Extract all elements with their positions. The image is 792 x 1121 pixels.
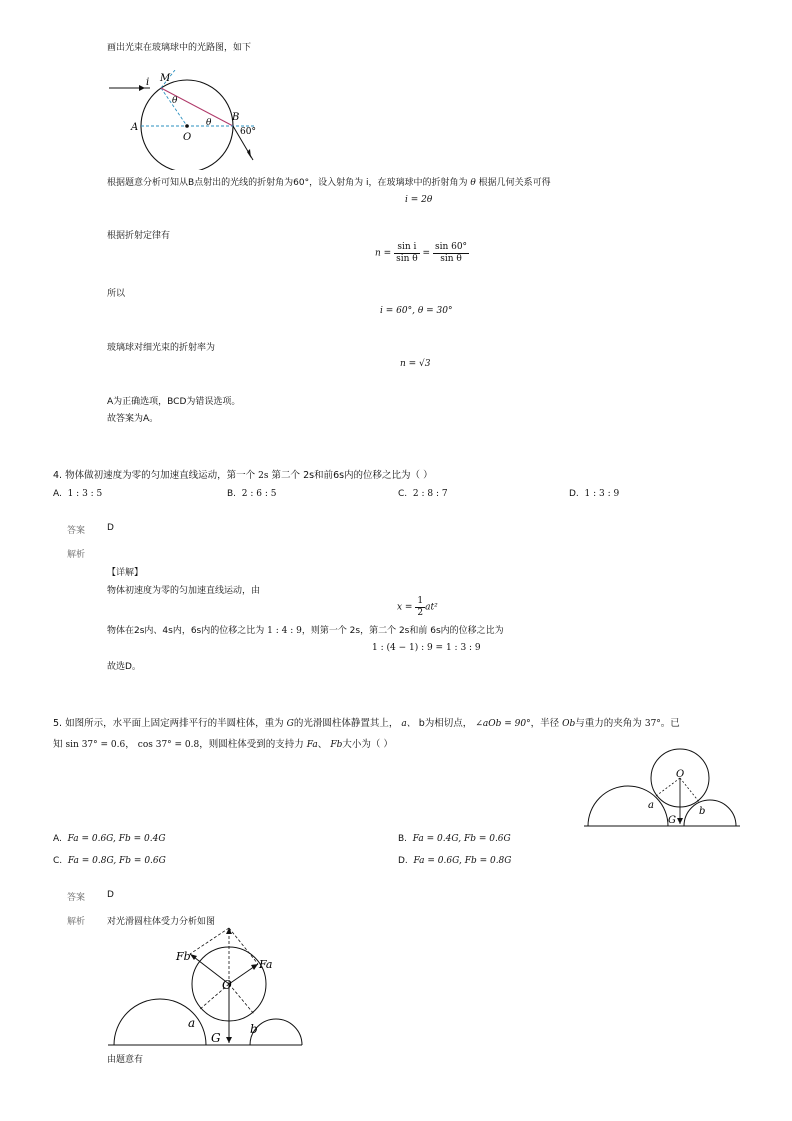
q4-option-d[interactable]: D. 1 : 3 : 9	[569, 489, 620, 499]
label-m: M	[160, 73, 171, 84]
q4-detail-heading: 【详解】	[107, 568, 144, 578]
small-label-g: G	[668, 815, 676, 826]
label-fa: Fa	[259, 958, 273, 971]
q5-option-b[interactable]: B. Fa = 0.4G, Fb = 0.6G	[398, 834, 511, 844]
q3-para-5: A为正确选项，BCD为错误选项。	[107, 397, 241, 407]
q4-analysis-2: 物体在2s内、4s内，6s内的位移之比为 1 : 4 : 9，则第一个 2s，第二个 2s和前 6s内的位移之比为	[107, 626, 504, 636]
label-60: 60°	[240, 127, 256, 137]
q4-analysis-label: 解析	[67, 550, 86, 560]
cylinder-diagram-small	[582, 748, 742, 830]
gravity-arrow-icon	[677, 818, 683, 824]
q5-option-d[interactable]: D. Fa = 0.6G, Fb = 0.8G	[398, 856, 512, 866]
q4-analysis-1: 物体初速度为零的匀加速直线运动，由	[107, 586, 261, 596]
q3-conclusion: 故答案为A。	[107, 414, 159, 424]
label-g: G	[211, 1031, 221, 1045]
q3-intro-text: 画出光束在玻璃球中的光路图，如下	[107, 43, 252, 53]
q3-para-1: 根据题意分析可知从B点射出的光线的折射角为60°，设入射角为 i，在玻璃球中的折射角为 θ 根据几何关系可得	[107, 178, 551, 188]
parallelogram-edge-2	[229, 928, 258, 964]
eq-i-theta-values: i = 60°, θ = 30°	[380, 306, 453, 316]
q5-stem-line-1: 5. 如图所示，水平面上固定两排平行的半圆柱体，重为 G的光滑圆柱体静置其上， a、 b为相切点， ∠aOb = 90°，半径 Ob与重力的夹角为 37°。已	[53, 718, 680, 729]
eq-n-value: n = √3	[400, 359, 431, 369]
eq-displacement: x = $\frac{1}{2}$ at²	[397, 596, 438, 618]
parallelogram-edge-1	[190, 928, 229, 954]
resultant-arrow-icon	[226, 928, 232, 934]
label-o: O	[222, 978, 232, 992]
q5-option-a[interactable]: A. Fa = 0.6G, Fb = 0.4G	[53, 834, 166, 844]
force-fa-arrow-icon	[251, 964, 258, 970]
q3-para-4: 玻璃球对细光束的折射率为	[107, 343, 216, 353]
refraction-diagram	[105, 70, 265, 170]
eq-i-2theta: i = 2θ	[405, 195, 433, 205]
center-point	[185, 124, 189, 128]
gravity-arrow-icon	[226, 1037, 232, 1043]
half-cylinder-left	[588, 786, 668, 826]
q4-answer-value: D	[107, 523, 114, 533]
q5-stem-line-2: 知 sin 37° = 0.6， cos 37° = 0.8，则圆柱体受到的支持力 Fa、 Fb大小为（ ）	[53, 739, 393, 750]
force-diagram	[108, 926, 304, 1050]
radius-ob	[229, 984, 254, 1014]
small-label-b: b	[699, 806, 706, 817]
q5-analysis-label: 解析	[67, 917, 86, 927]
radius-ob	[680, 778, 700, 803]
label-theta-2: θ	[206, 118, 212, 128]
ray-inside-sphere	[161, 88, 233, 126]
incident-arrow-icon	[139, 85, 145, 91]
q3-para-3: 所以	[107, 289, 126, 299]
half-cylinder-right	[684, 800, 736, 826]
q4-option-b[interactable]: B. 2 : 6 : 5	[227, 489, 277, 499]
label-o: O	[183, 132, 192, 143]
q4-conclusion: 故选D。	[107, 662, 141, 672]
q5-analysis-2: 由题意有	[107, 1055, 144, 1065]
half-cylinder-right	[250, 1019, 302, 1045]
q4-stem: 4. 物体做初速度为零的匀加速直线运动，第一个 2s 第二个 2s和前6s内的位移之比为（ ）	[53, 470, 433, 481]
eq-refraction-law: n = $\frac{\text{sin i}}{\text{sin θ}}$ = $\frac{\sin 60^\circ}{\text{sin θ}}$	[375, 242, 468, 264]
q5-option-c[interactable]: C. Fa = 0.8G, Fb = 0.6G	[53, 856, 166, 866]
label-b: B	[232, 112, 240, 123]
label-b: b	[250, 1022, 258, 1036]
eq-ratio: 1 : (4 − 1) : 9 = 1 : 3 : 9	[372, 643, 481, 653]
q4-option-c[interactable]: C. 2 : 8 : 7	[398, 489, 448, 499]
q5-answer-value: D	[107, 890, 114, 900]
radius-oa	[656, 778, 680, 796]
label-a: A	[131, 122, 139, 133]
label-i: i	[146, 77, 150, 88]
q4-answer-label: 答案	[67, 526, 86, 536]
q3-para-2: 根据折射定律有	[107, 231, 171, 241]
q5-analysis-1: 对光滑圆柱体受力分析如图	[107, 917, 216, 927]
label-fb: Fb	[176, 950, 191, 963]
q4-option-a[interactable]: A. 1 : 3 : 5	[53, 489, 103, 499]
small-label-o: O	[676, 769, 685, 780]
radius-om	[161, 88, 187, 126]
label-a: a	[188, 1016, 196, 1030]
small-label-a: a	[648, 800, 654, 811]
label-theta-1: θ	[172, 96, 178, 106]
q5-answer-label: 答案	[67, 893, 86, 903]
